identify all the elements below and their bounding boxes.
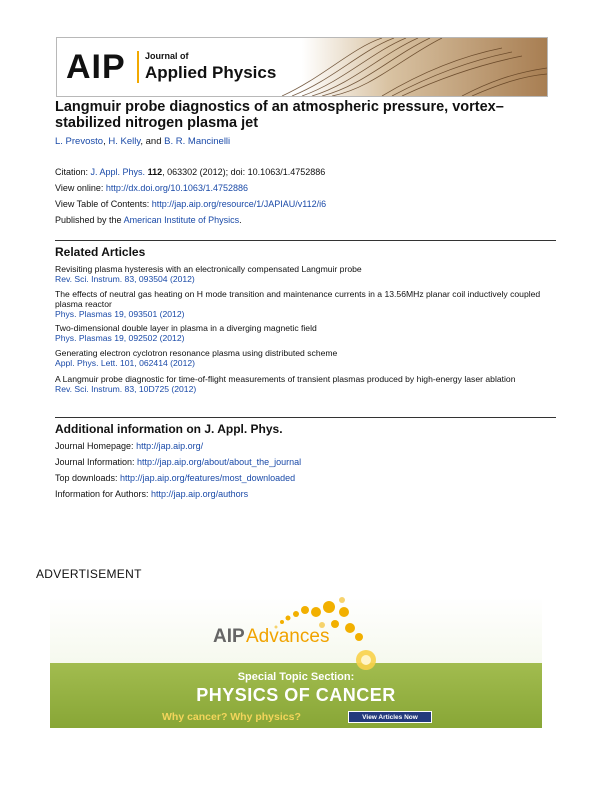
related-article-link[interactable]: Phys. Plasmas 19, 092502 (2012) xyxy=(55,333,185,343)
info-line xyxy=(55,489,248,500)
banner-decoration-icon xyxy=(262,38,547,96)
related-article-link[interactable]: Appl. Phys. Lett. 101, 062414 (2012) xyxy=(55,358,195,368)
related-article xyxy=(55,323,555,343)
publisher-link[interactable]: American Institute of Physics xyxy=(123,215,240,225)
author-link[interactable]: L. Prevosto xyxy=(55,136,104,147)
ad-special-topic: Special Topic Section: xyxy=(237,671,355,683)
related-article-title: Generating electron cyclotron resonance plasma using distributed scheme xyxy=(55,348,338,358)
ad-brand-advances: Advances xyxy=(246,626,330,647)
info-link[interactable]: http://jap.aip.org/features/most_downloaded xyxy=(120,473,296,483)
related-article xyxy=(55,374,555,394)
toc-label: View Table of Contents: xyxy=(55,199,152,209)
related-article xyxy=(55,264,555,284)
info-link[interactable]: http://jap.aip.org/ xyxy=(136,441,204,451)
journal-banner[interactable] xyxy=(56,37,548,97)
related-article-title: Two-dimensional double layer in plasma in a diverging magnetic field xyxy=(55,323,317,333)
related-article-title: A Langmuir probe diagnostic for time-of-flight measurements of transient plasmas produced by high-energy laser ablation xyxy=(55,374,516,384)
journal-name: Applied Physics xyxy=(145,63,277,82)
info-line xyxy=(55,473,295,484)
related-article-link[interactable]: Phys. Plasmas 19, 093501 (2012) xyxy=(55,309,185,319)
view-articles-button[interactable]: View Articles Now xyxy=(348,711,432,723)
related-article xyxy=(55,348,555,368)
toc-link[interactable]: http://jap.aip.org/resource/1/JAPIAU/v112/i6 xyxy=(151,199,327,209)
additional-info-heading: Additional information on J. Appl. Phys. xyxy=(55,422,283,436)
ad-brand-aip: AIP xyxy=(213,626,245,647)
advertisement-label: ADVERTISEMENT xyxy=(36,567,142,581)
info-label: Journal Homepage: xyxy=(55,441,137,451)
section-divider xyxy=(55,417,556,418)
related-article-link[interactable]: Rev. Sci. Instrum. 83, 10D725 (2012) xyxy=(55,384,197,394)
info-link[interactable]: http://jap.aip.org/about/about_the_journal xyxy=(137,457,302,467)
related-articles-heading: Related Articles xyxy=(55,245,146,259)
article-title: Langmuir probe diagnostics of an atmospheric pressure, vortex–stabilized nitrogen plasma jet xyxy=(55,99,504,131)
view-online-label: View online: xyxy=(55,183,106,193)
info-link[interactable]: http://jap.aip.org/authors xyxy=(151,489,249,499)
citation-label: Citation: xyxy=(55,167,91,177)
published-end: . xyxy=(239,215,242,225)
citation-details: , 063302 (2012); doi: 10.1063/1.4752886 xyxy=(162,167,326,177)
author-link[interactable]: B. R. Mancinelli xyxy=(164,136,231,147)
journal-of-label: Journal of xyxy=(145,51,189,61)
related-article xyxy=(55,289,555,319)
info-label: Journal Information: xyxy=(55,457,138,467)
view-online-line xyxy=(55,183,248,194)
ad-bubbles-icon xyxy=(50,597,542,728)
related-article-title: The effects of neutral gas heating on H mode transition and maintenance currents in a 13.56MHz planar coil inductively coupled plasma reactor xyxy=(55,289,541,309)
info-line xyxy=(55,457,301,468)
related-article-link[interactable]: Rev. Sci. Instrum. 83, 093504 (2012) xyxy=(55,274,195,284)
toc-line xyxy=(55,199,326,210)
info-line xyxy=(55,441,203,452)
logo-divider xyxy=(137,51,139,83)
view-online-link[interactable]: http://dx.doi.org/10.1063/1.4752886 xyxy=(105,183,248,193)
section-divider xyxy=(55,240,556,241)
author-link[interactable]: H. Kelly xyxy=(108,136,141,147)
author-separator: , xyxy=(103,136,109,147)
related-article-title: Revisiting plasma hysteresis with an electronically compensated Langmuir probe xyxy=(55,264,362,274)
citation-journal-link[interactable]: J. Appl. Phys. xyxy=(90,167,146,177)
author-list xyxy=(55,136,230,148)
info-label: Top downloads: xyxy=(55,473,121,483)
ad-headline: PHYSICS OF CANCER xyxy=(196,685,396,705)
aip-logo: AIP xyxy=(66,48,126,86)
author-separator: , and xyxy=(140,136,165,147)
info-label: Information for Authors: xyxy=(55,489,152,499)
published-label: Published by the xyxy=(55,215,124,225)
citation-volume: 112 xyxy=(147,167,163,177)
ad-tagline: Why cancer? Why physics? xyxy=(162,711,301,723)
published-line xyxy=(55,215,242,226)
advertisement-banner[interactable] xyxy=(50,597,542,728)
citation-line xyxy=(55,167,325,178)
